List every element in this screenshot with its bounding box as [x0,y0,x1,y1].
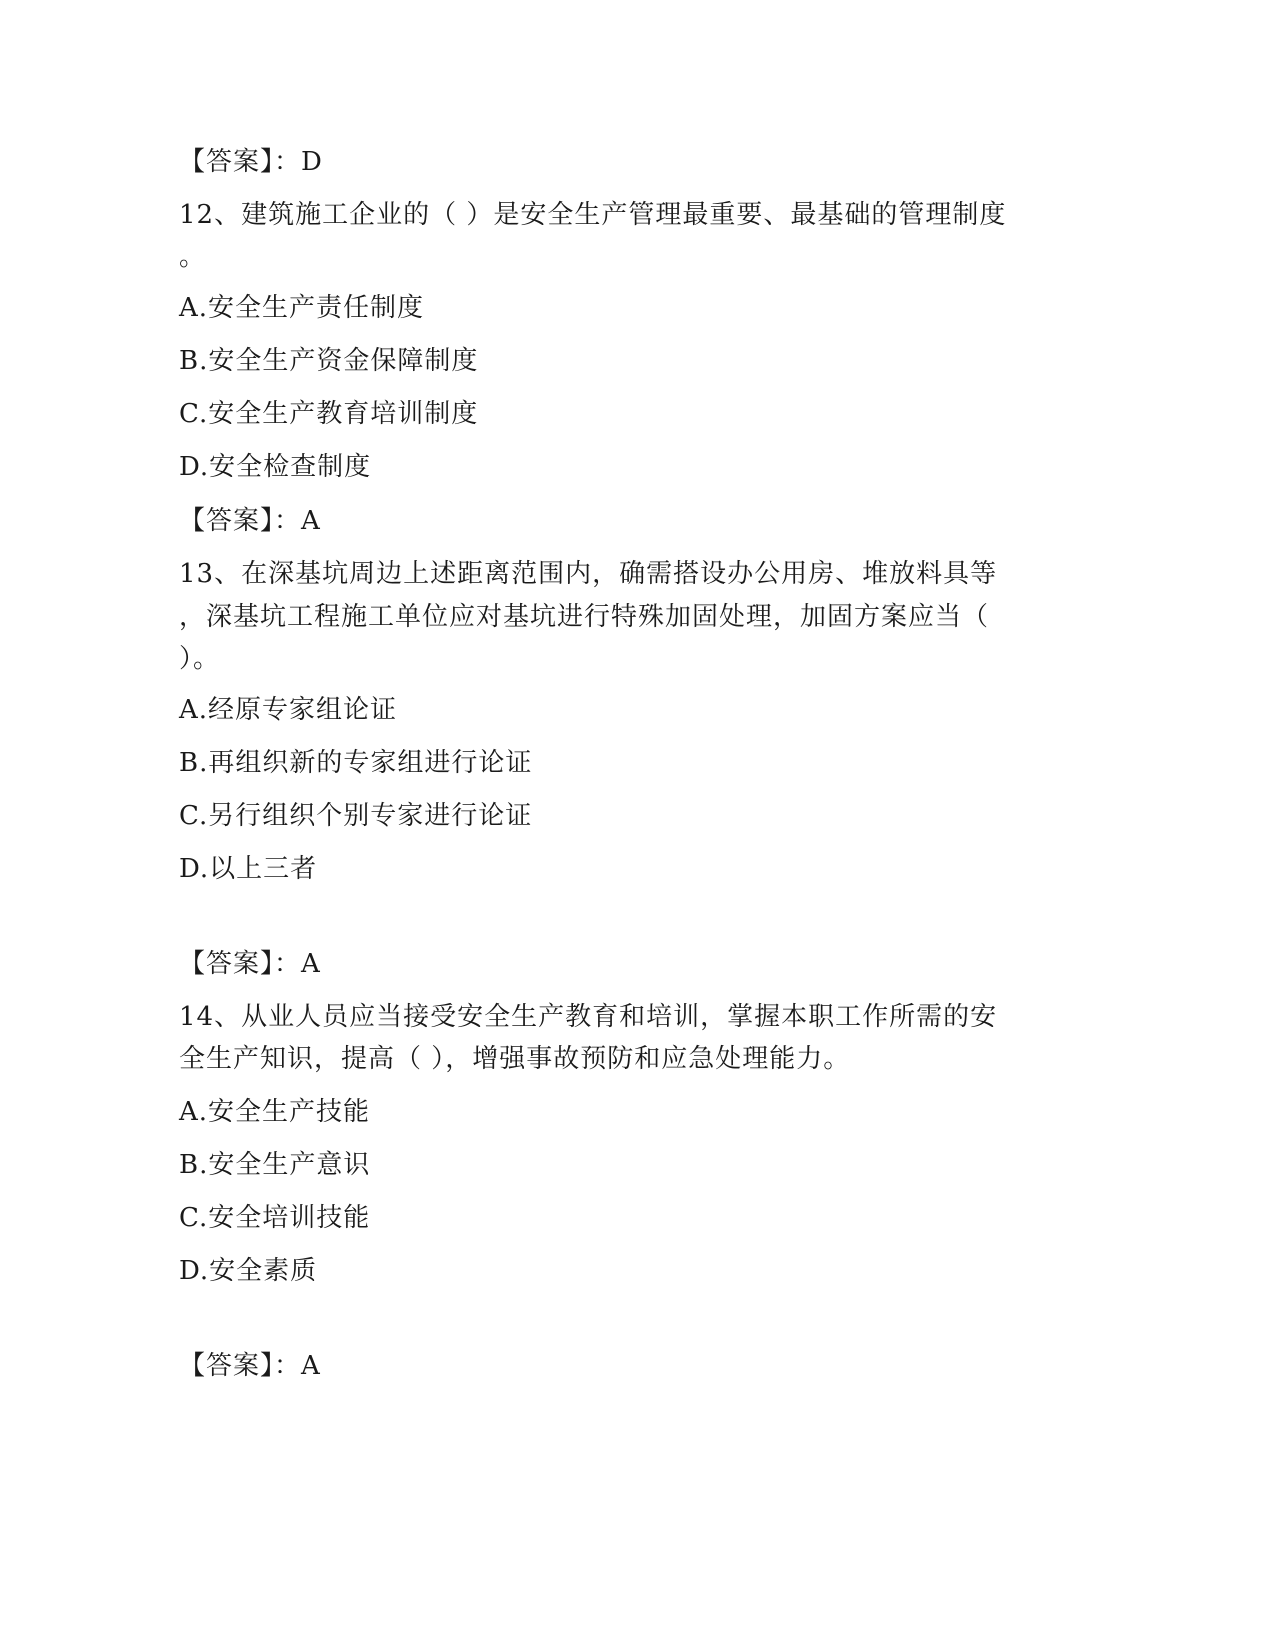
question-13-option-a: A.经原专家组论证 [179,695,398,725]
question-12-option-b: B.安全生产资金保障制度 [179,346,479,376]
question-13-option-b: B.再组织新的专家组进行论证 [179,748,533,778]
question-14-text-line-2: 全生产知识，提高（ ），增强事故预防和应急处理能力。 [179,1044,851,1074]
question-14-option-a: A.安全生产技能 [179,1097,371,1127]
answer-line-14: 【答案】：A [179,1351,321,1381]
question-14-option-d: D.安全素质 [179,1256,318,1286]
question-12-option-c: C.安全生产教育培训制度 [179,399,479,429]
question-13-option-d: D.以上三者 [179,854,318,884]
question-12-option-d: D.安全检查制度 [179,452,372,482]
answer-line-11: 【答案】：D [179,147,323,177]
answer-line-13: 【答案】：A [179,949,321,979]
question-13-text-line-1: 13、在深基坑周边上述距离范围内，确需搭设办公用房、堆放料具等 [179,559,998,589]
question-12-option-a: A.安全生产责任制度 [179,293,425,323]
question-12-text-line-1: 12、建筑施工企业的（ ）是安全生产管理最重要、最基础的管理制度 [179,200,1007,230]
question-13-text-line-2: ，深基坑工程施工单位应对基坑进行特殊加固处理，加固方案应当（ [179,602,990,632]
question-13-option-c: C.另行组织个别专家进行论证 [179,801,533,831]
question-14-text-line-1: 14、从业人员应当接受安全生产教育和培训，掌握本职工作所需的安 [179,1002,998,1032]
question-14-option-b: B.安全生产意识 [179,1150,371,1180]
answer-line-12: 【答案】：A [179,506,321,536]
question-12-text-line-2: 。 [179,242,207,272]
question-14-option-c: C.安全培训技能 [179,1203,371,1233]
question-13-text-line-3: ）。 [179,644,221,674]
